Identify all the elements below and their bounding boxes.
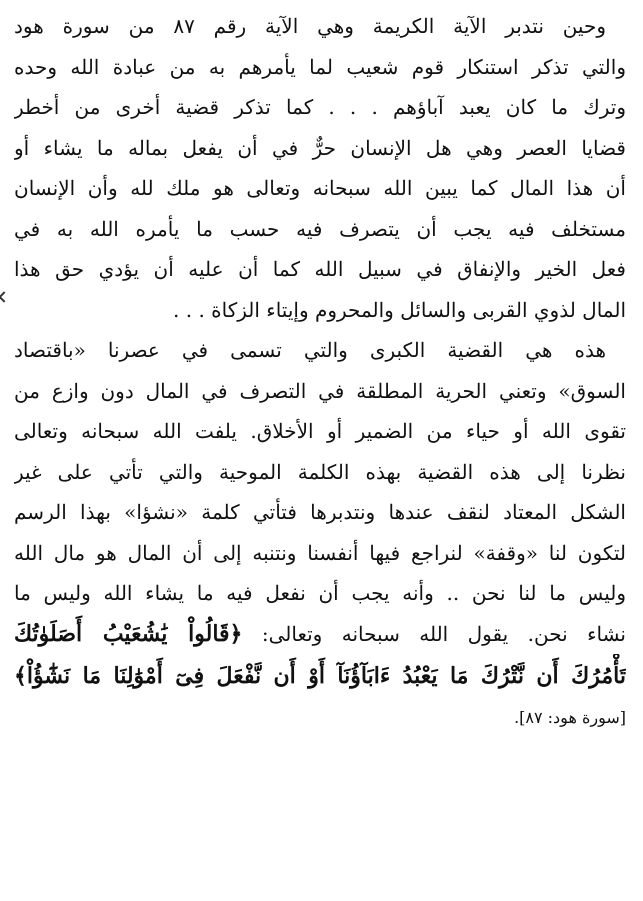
margin-mark-icon [0, 291, 10, 302]
text-line: مستخلف فيه يجب أن يتصرف فيه حسب ما يأمره الله به في [14, 216, 626, 241]
quran-verse-part-2: تَأْمُرُكَ أَن نَّتْرُكَ مَا يَعْبُدُ ءَابَآؤُنَآ أَوْ أَن نَّفْعَلَ فِىٓ أَمْوَٰلِنَا مَا نَشَٰٓؤُاْ﴾ [14, 663, 626, 689]
quran-intro-line [14, 614, 626, 655]
text-line: المال لذوي القربى والسائل والمحروم وإيتاء الزكاة . . . [173, 297, 626, 322]
text-line: هذه هي القضية الكبرى والتي تسمى في عصرنا «باقتصاد [14, 338, 606, 362]
text-line: فعل الخير والإنفاق في سبيل الله كما أن عليه أن يؤدي حق هذا [14, 257, 626, 281]
paragraph-1 [14, 6, 626, 330]
text-line: لتكون لنا «وقفة» لنراجع فيها أنفسنا ونتنبه إلى أن المال هو مال الله [14, 540, 626, 565]
text-line: وليس ما لنا نحن .. وأنه يجب أن نفعل فيه ما يشاء الله وليس ما [14, 581, 626, 605]
text-line: الشكل المعتاد لنقف عندها ونتدبرها فتأتي كلمة «نشؤا» بهذا الرسم [14, 500, 626, 524]
paragraph-2 [14, 330, 626, 736]
text-line: السوق» وتعني الحرية المطلقة في التصرف في المال دون وازع من [14, 378, 626, 403]
text-line: وحين نتدبر الآية الكريمة وهي الآية رقم ٨٧ من سورة هود [14, 14, 606, 38]
text-line: أن هذا المال كما يبين الله سبحانه وتعالى هو ملك لله وأن الإنسان [14, 176, 626, 200]
text-line: قضايا العصر وهي هل الإنسان حرٌّ في أن يفعل بماله ما يشاء أو [14, 135, 626, 160]
text-line: وترك ما كان يعبد آباؤهم . . . كما تذكر قضية أخرى من أخطر [14, 95, 626, 119]
text-line: تقوى الله أو حياء من الضمير أو الأخلاق. يلفت الله سبحانه وتعالى [14, 419, 626, 443]
document-page [14, 6, 626, 736]
quran-verse-part-1: ﴿قَالُواْ يَٰشُعَيْبُ أَصَلَوٰتُكَ [14, 620, 243, 647]
text-line: والتي تذكر استنكار قوم شعيب لما يأمرهم به من عبادة الله وحده [14, 54, 626, 79]
text-line: نظرنا إلى هذه القضية بهذه الكلمة الموحية والتي تأتي على غير [14, 459, 626, 484]
verse-citation: [سورة هود: ٨٧]. [514, 708, 626, 727]
quran-intro-text: نشاء نحن. يقول الله سبحانه وتعالى: [261, 621, 626, 646]
